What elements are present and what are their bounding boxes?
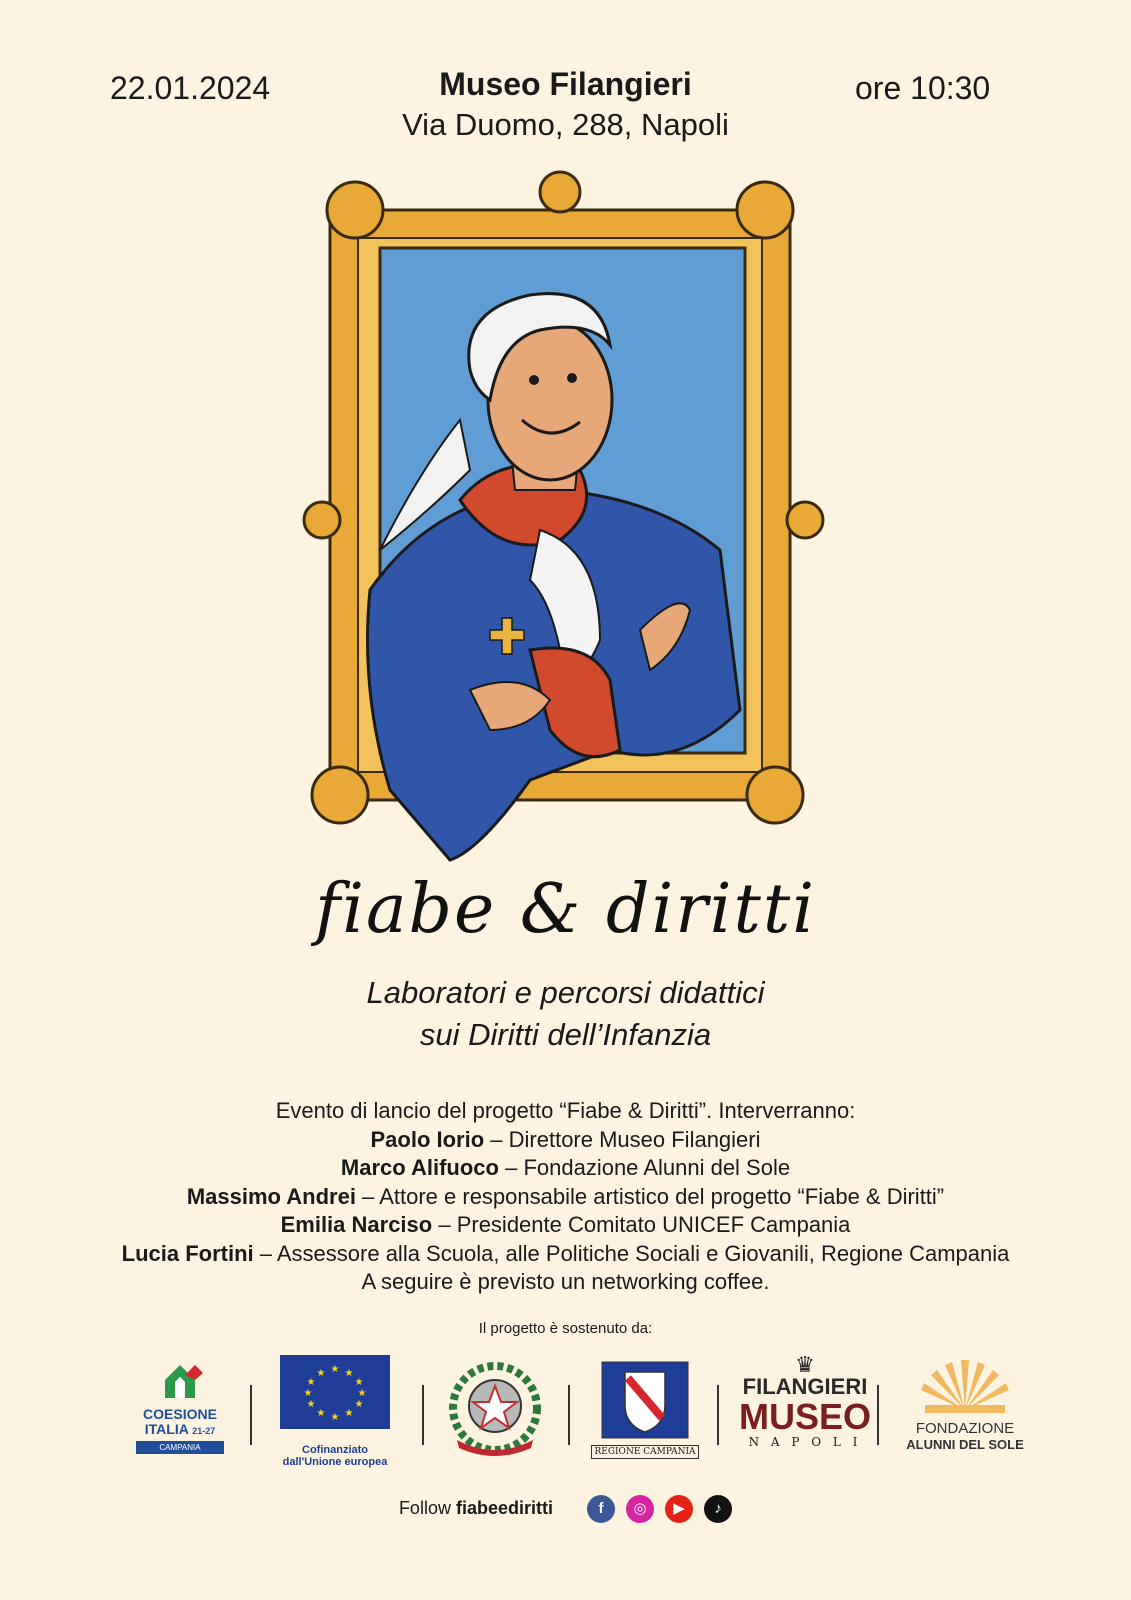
instagram-icon[interactable]: ◎: [626, 1495, 654, 1523]
eu-logo: [270, 1355, 400, 1468]
museo-filangieri-logo: [735, 1352, 875, 1449]
follow-label: Follow: [398, 1497, 451, 1518]
svg-text:★: ★: [344, 1408, 354, 1419]
intro-text: Evento di lancio del progetto “Fiabe & Diritti”. Interverranno:: [275, 1098, 856, 1123]
speaker-row: [0, 1211, 1131, 1240]
youtube-icon[interactable]: ▶: [665, 1495, 693, 1523]
svg-text:★: ★: [306, 1377, 316, 1388]
coesione-logo: [130, 1360, 230, 1470]
coesione-line1: COESIONE: [143, 1406, 217, 1422]
repubblica-emblem: [440, 1360, 550, 1465]
svg-text:★: ★: [344, 1368, 354, 1379]
project-subtitle: [0, 972, 1131, 1056]
regione-text: REGIONE CAMPANIA: [591, 1445, 699, 1459]
speaker-role: – Fondazione Alunni del Sole: [498, 1155, 791, 1180]
fondazione-line1: FONDAZIONE: [915, 1420, 1015, 1437]
sun-icon: [915, 1355, 1015, 1415]
speaker-row: [0, 1154, 1131, 1183]
museo-line1: FILANGIERI: [742, 1374, 868, 1399]
eu-line1: Cofinanziato: [302, 1444, 368, 1456]
speaker-name: Emilia Narciso: [280, 1212, 433, 1237]
svg-text:★: ★: [330, 1412, 340, 1423]
facebook-icon[interactable]: f: [587, 1495, 615, 1523]
regione-campania-logo: [585, 1360, 705, 1459]
svg-text:★: ★: [354, 1377, 364, 1388]
fondazione-logo: [890, 1355, 1040, 1452]
portrait-illustration: [300, 170, 840, 870]
eu-flag-icon: [280, 1355, 390, 1429]
speaker-role: – Attore e responsabile artistico del progetto “Fiabe & Diritti”: [355, 1183, 945, 1209]
svg-text:★: ★: [354, 1399, 364, 1410]
speaker-row: [0, 1240, 1131, 1269]
museo-line3: N A P O L I: [748, 1435, 862, 1449]
svg-text:★: ★: [303, 1388, 313, 1399]
closing-text: A seguire è previsto un networking coffee.: [361, 1269, 770, 1294]
coesione-line2: ITALIA 21-27: [144, 1421, 216, 1437]
social-handle[interactable]: fiabeediritti: [455, 1497, 553, 1518]
sponsor-label: Il progetto è sostenuto da:: [478, 1320, 653, 1337]
speaker-name: Paolo Iorio: [370, 1126, 485, 1152]
speaker-row: [0, 1183, 1131, 1212]
svg-text:★: ★: [306, 1399, 316, 1410]
event-date: 22.01.2024: [110, 70, 271, 106]
eu-line2: dall'Unione europea: [282, 1456, 388, 1468]
regione-shield-icon: [600, 1360, 690, 1440]
speaker-role: – Presidente Comitato UNICEF Campania: [432, 1212, 851, 1237]
svg-text:★: ★: [357, 1388, 367, 1399]
italian-emblem-icon: [445, 1360, 545, 1460]
speaker-row: [0, 1126, 1131, 1155]
svg-text:★: ★: [330, 1364, 340, 1375]
svg-text:★: ★: [316, 1368, 326, 1379]
speaker-role: – Assessore alla Scuola, alle Politiche Sociali e Giovanili, Regione Campania: [253, 1240, 1010, 1266]
speaker-name: Lucia Fortini: [121, 1240, 254, 1266]
social-footer: [0, 1495, 1131, 1523]
subtitle-line-1: Laboratori e percorsi didattici: [366, 975, 765, 1010]
speaker-name: Marco Alifuoco: [340, 1155, 499, 1180]
sponsor-logos: [0, 1352, 1131, 1475]
speaker-role: – Direttore Museo Filangieri: [484, 1126, 761, 1152]
coesione-mark-icon: [155, 1360, 205, 1402]
venue-address: Via Duomo, 288, Napoli: [402, 107, 729, 142]
svg-text:★: ★: [316, 1408, 326, 1419]
fondazione-line2: ALUNNI DEL SOLE: [906, 1437, 1024, 1452]
tiktok-icon[interactable]: ♪: [704, 1495, 732, 1523]
speakers-block: [0, 1097, 1131, 1297]
crown-icon: ♛: [795, 1352, 815, 1377]
coesione-region: CAMPANIA: [136, 1441, 224, 1454]
speaker-name: Massimo Andrei: [186, 1183, 356, 1209]
museo-line2: MUSEO: [738, 1396, 871, 1437]
venue-name: Museo Filangieri: [439, 66, 692, 102]
project-title: fiabe & diritti: [315, 870, 816, 949]
subtitle-line-2: sui Diritti dell’Infanzia: [419, 1017, 712, 1052]
event-time: ore 10:30: [855, 70, 991, 106]
